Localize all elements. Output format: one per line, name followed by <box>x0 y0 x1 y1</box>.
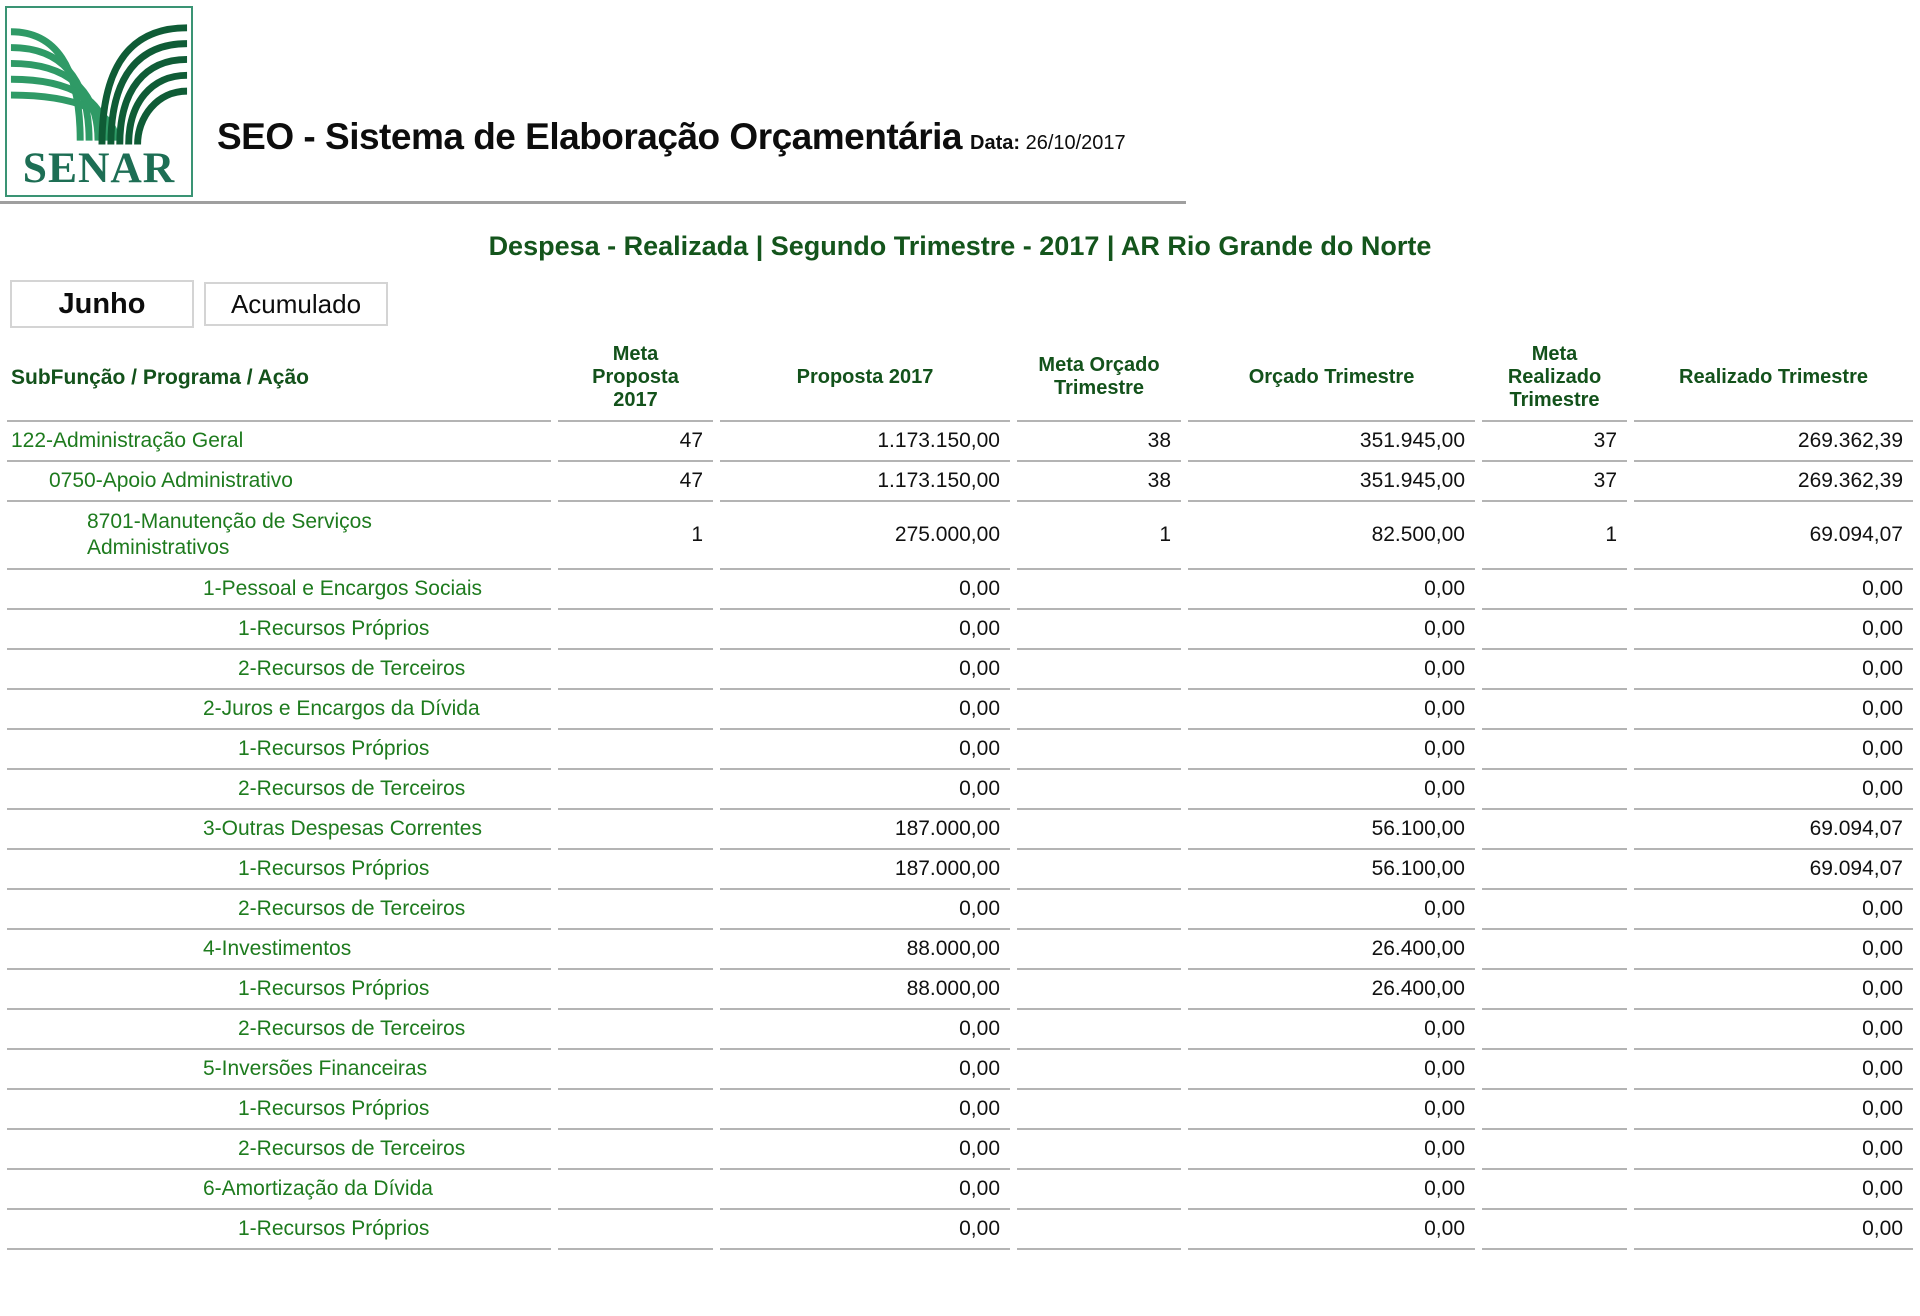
table-row <box>7 1130 1913 1170</box>
cell-value: 0,00 <box>1188 730 1475 770</box>
cell-value: 351.945,00 <box>1188 422 1475 462</box>
table-row <box>7 810 1913 850</box>
cell-value: 0,00 <box>720 570 1010 610</box>
cell-value <box>558 970 713 1010</box>
cell-value <box>558 690 713 730</box>
date-label: Data: <box>970 132 1021 154</box>
table-row <box>7 610 1913 650</box>
cell-value: 269.362,39 <box>1634 462 1913 502</box>
cell-value: 37 <box>1482 422 1627 462</box>
cell-value: 0,00 <box>720 1130 1010 1170</box>
cell-value <box>1482 1090 1627 1130</box>
row-label: 1-Recursos Próprios <box>7 970 551 1010</box>
cell-value: 0,00 <box>720 1210 1010 1250</box>
table-row <box>7 770 1913 810</box>
row-label: 6-Amortização da Dívida <box>7 1170 551 1210</box>
cell-value: 0,00 <box>1188 1090 1475 1130</box>
cell-value: 0,00 <box>720 1090 1010 1130</box>
column-header-orcado: Orçado Trimestre <box>1188 334 1475 422</box>
budget-table <box>0 334 1920 1250</box>
row-label: 1-Recursos Próprios <box>7 730 551 770</box>
cell-value <box>1482 1130 1627 1170</box>
period-toolbar <box>10 280 1920 328</box>
table-row <box>7 1170 1913 1210</box>
row-label: 2-Recursos de Terceiros <box>7 1010 551 1050</box>
cell-value: 0,00 <box>1634 1010 1913 1050</box>
cell-value <box>1482 810 1627 850</box>
cell-value: 275.000,00 <box>720 502 1010 570</box>
cell-value <box>1017 610 1181 650</box>
column-header-proposta: Proposta 2017 <box>720 334 1010 422</box>
cell-value: 47 <box>558 462 713 502</box>
cell-value <box>1017 570 1181 610</box>
cell-value: 69.094,07 <box>1634 810 1913 850</box>
cell-value: 1 <box>1017 502 1181 570</box>
cell-value: 1.173.150,00 <box>720 462 1010 502</box>
table-row <box>7 730 1913 770</box>
table-row <box>7 890 1913 930</box>
cell-value <box>1482 1050 1627 1090</box>
cell-value: 26.400,00 <box>1188 930 1475 970</box>
table-row <box>7 930 1913 970</box>
row-label: 5-Inversões Financeiras <box>7 1050 551 1090</box>
table-row <box>7 570 1913 610</box>
cell-value: 0,00 <box>720 770 1010 810</box>
cell-value: 88.000,00 <box>720 970 1010 1010</box>
cell-value: 0,00 <box>1634 1050 1913 1090</box>
table-body <box>7 422 1913 1250</box>
table-row <box>7 970 1913 1010</box>
table-row <box>7 1210 1913 1250</box>
page-title: SEO - Sistema de Elaboração Orçamentária <box>217 116 962 157</box>
table-row <box>7 1010 1913 1050</box>
row-label: 2-Recursos de Terceiros <box>7 770 551 810</box>
table-header-row <box>7 334 1913 422</box>
cell-value <box>1017 690 1181 730</box>
cell-value <box>558 770 713 810</box>
row-label: 1-Recursos Próprios <box>7 610 551 650</box>
cell-value: 0,00 <box>1634 1210 1913 1250</box>
cell-value: 0,00 <box>1634 930 1913 970</box>
senar-logo <box>5 6 193 197</box>
cell-value: 0,00 <box>1634 890 1913 930</box>
cell-value: 0,00 <box>1634 1130 1913 1170</box>
cell-value <box>1017 930 1181 970</box>
table-row <box>7 850 1913 890</box>
cell-value <box>1017 1170 1181 1210</box>
cell-value <box>558 1130 713 1170</box>
cell-value: 37 <box>1482 462 1627 502</box>
table-row <box>7 650 1913 690</box>
cell-value <box>1482 650 1627 690</box>
cell-value: 82.500,00 <box>1188 502 1475 570</box>
cell-value: 0,00 <box>1634 570 1913 610</box>
cell-value: 0,00 <box>1188 650 1475 690</box>
cell-value <box>558 730 713 770</box>
cell-value <box>1017 730 1181 770</box>
cell-value: 56.100,00 <box>1188 810 1475 850</box>
cell-value <box>1017 1130 1181 1170</box>
cell-value <box>558 650 713 690</box>
cell-value <box>1017 810 1181 850</box>
cell-value: 0,00 <box>1634 730 1913 770</box>
cell-value <box>1482 570 1627 610</box>
cell-value: 0,00 <box>1188 1210 1475 1250</box>
column-header-subfuncao: SubFunção / Programa / Ação <box>7 334 551 422</box>
accumulated-tab-button[interactable]: Acumulado <box>204 282 388 326</box>
cell-value <box>1017 1210 1181 1250</box>
cell-value <box>1482 1010 1627 1050</box>
cell-value: 38 <box>1017 462 1181 502</box>
cell-value <box>1017 890 1181 930</box>
report-date <box>970 132 1126 155</box>
senar-logo-text: SENAR <box>22 144 176 193</box>
row-label: 3-Outras Despesas Correntes <box>7 810 551 850</box>
row-label: 1-Recursos Próprios <box>7 1090 551 1130</box>
cell-value <box>558 1050 713 1090</box>
cell-value: 0,00 <box>1188 770 1475 810</box>
table-row <box>7 422 1913 462</box>
cell-value: 0,00 <box>1188 1010 1475 1050</box>
report-subtitle: Despesa - Realizada | Segundo Trimestre - 2017 | AR Rio Grande do Norte <box>488 231 1432 261</box>
cell-value: 0,00 <box>1634 650 1913 690</box>
cell-value <box>1017 650 1181 690</box>
cell-value <box>1017 1050 1181 1090</box>
cell-value <box>1482 770 1627 810</box>
table-row <box>7 1090 1913 1130</box>
cell-value <box>1482 730 1627 770</box>
cell-value: 187.000,00 <box>720 810 1010 850</box>
cell-value: 0,00 <box>720 1010 1010 1050</box>
cell-value: 0,00 <box>720 690 1010 730</box>
row-label: 1-Recursos Próprios <box>7 1210 551 1250</box>
cell-value: 0,00 <box>1188 890 1475 930</box>
table-row <box>7 690 1913 730</box>
cell-value: 26.400,00 <box>1188 970 1475 1010</box>
cell-value <box>1482 930 1627 970</box>
cell-value: 0,00 <box>1188 610 1475 650</box>
cell-value: 269.362,39 <box>1634 422 1913 462</box>
cell-value: 38 <box>1017 422 1181 462</box>
cell-value <box>1482 1170 1627 1210</box>
cell-value: 0,00 <box>1634 770 1913 810</box>
row-label: 2-Juros e Encargos da Dívida <box>7 690 551 730</box>
cell-value <box>558 610 713 650</box>
cell-value <box>558 1010 713 1050</box>
month-tab-button[interactable]: Junho <box>10 280 194 328</box>
cell-value: 0,00 <box>1634 970 1913 1010</box>
cell-value <box>1482 690 1627 730</box>
row-label: 1-Recursos Próprios <box>7 850 551 890</box>
cell-value <box>1482 1210 1627 1250</box>
cell-value: 1 <box>1482 502 1627 570</box>
cell-value: 0,00 <box>720 1170 1010 1210</box>
cell-value: 187.000,00 <box>720 850 1010 890</box>
date-value: 26/10/2017 <box>1025 132 1126 154</box>
cell-value <box>1482 850 1627 890</box>
cell-value <box>1017 770 1181 810</box>
column-header-meta-realizado: Meta Realizado Trimestre <box>1482 334 1627 422</box>
cell-value: 351.945,00 <box>1188 462 1475 502</box>
cell-value: 0,00 <box>1188 1050 1475 1090</box>
cell-value: 0,00 <box>720 650 1010 690</box>
cell-value <box>558 890 713 930</box>
cell-value: 69.094,07 <box>1634 502 1913 570</box>
cell-value <box>558 810 713 850</box>
cell-value: 0,00 <box>1188 570 1475 610</box>
page-header <box>0 0 1920 207</box>
cell-value <box>1482 890 1627 930</box>
cell-value: 1 <box>558 502 713 570</box>
cell-value: 0,00 <box>1634 1090 1913 1130</box>
cell-value: 0,00 <box>720 730 1010 770</box>
cell-value: 0,00 <box>720 610 1010 650</box>
cell-value <box>1482 970 1627 1010</box>
cell-value <box>558 570 713 610</box>
cell-value: 47 <box>558 422 713 462</box>
header-divider <box>0 201 1186 204</box>
cell-value: 56.100,00 <box>1188 850 1475 890</box>
cell-value: 69.094,07 <box>1634 850 1913 890</box>
cell-value <box>558 1090 713 1130</box>
senar-logo-arcs-icon <box>7 8 191 195</box>
cell-value: 88.000,00 <box>720 930 1010 970</box>
row-label: 2-Recursos de Terceiros <box>7 890 551 930</box>
cell-value: 0,00 <box>720 890 1010 930</box>
cell-value: 0,00 <box>720 1050 1010 1090</box>
cell-value <box>1017 1090 1181 1130</box>
cell-value: 0,00 <box>1634 610 1913 650</box>
cell-value <box>1017 1010 1181 1050</box>
cell-value <box>1482 610 1627 650</box>
cell-value <box>558 1210 713 1250</box>
cell-value <box>558 850 713 890</box>
cell-value: 0,00 <box>1634 1170 1913 1210</box>
cell-value <box>558 930 713 970</box>
row-label: 2-Recursos de Terceiros <box>7 650 551 690</box>
cell-value: 0,00 <box>1188 1130 1475 1170</box>
table-row <box>7 1050 1913 1090</box>
cell-value: 0,00 <box>1188 1170 1475 1210</box>
column-header-realizado: Realizado Trimestre <box>1634 334 1913 422</box>
row-label: 1-Pessoal e Encargos Sociais <box>7 570 551 610</box>
cell-value <box>1017 970 1181 1010</box>
row-label: 4-Investimentos <box>7 930 551 970</box>
row-label: 8701-Manutenção de Serviços Administrativos <box>7 502 551 570</box>
table-row <box>7 502 1913 570</box>
cell-value: 0,00 <box>1634 690 1913 730</box>
column-header-meta-proposta: Meta Proposta 2017 <box>558 334 713 422</box>
cell-value: 1.173.150,00 <box>720 422 1010 462</box>
cell-value: 0,00 <box>1188 690 1475 730</box>
column-header-meta-orcado: Meta Orçado Trimestre <box>1017 334 1181 422</box>
cell-value <box>558 1170 713 1210</box>
cell-value <box>1017 850 1181 890</box>
row-label: 0750-Apoio Administrativo <box>7 462 551 502</box>
table-row <box>7 462 1913 502</box>
row-label: 2-Recursos de Terceiros <box>7 1130 551 1170</box>
row-label: 122-Administração Geral <box>7 422 551 462</box>
